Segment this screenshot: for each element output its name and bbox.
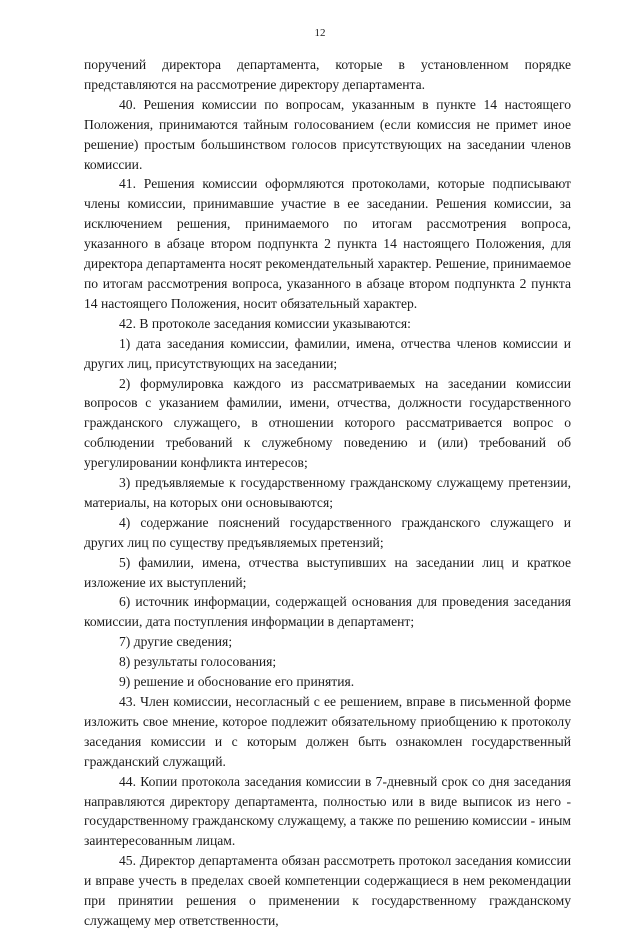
list-item-2: 2) формулировка каждого из рассматриваемых на заседании комиссии вопросов с указанием фамилии, имени, отчества, должности государственного гражданского служащего, в отношении которого рассматривается вопрос о соблюдении требований к служебному поведению и (или) требований об урегулировании конфликта интересов; <box>84 375 571 471</box>
paragraph-40: 40. Решения комиссии по вопросам, указанным в пункте 14 настоящего Положения, принимаются тайным голосованием (если комиссия не примет иное решение) простым большинством голосов присутствующих на заседании членов комиссии. <box>84 96 571 172</box>
list-item-8: 8) результаты голосования; <box>119 654 277 670</box>
list-item-1: 1) дата заседания комиссии, фамилии, имена, отчества членов комиссии и других лиц, присутствующих на заседании; <box>84 335 571 371</box>
document-body <box>84 55 571 931</box>
list-item-6: 6) источник информации, содержащей основания для проведения заседания комиссии, дата поступления информации в департамент; <box>84 594 571 630</box>
list-item-4: 4) содержание пояснений государственного гражданского служащего и других лиц по существу предъявляемых претензий; <box>84 514 571 550</box>
list-item-9: 9) решение и обоснование его принятия. <box>119 674 355 690</box>
list-item-5: 5) фамилии, имена, отчества выступивших на заседании лиц и краткое изложение их выступлений; <box>84 554 571 590</box>
paragraph-continuation: поручений директора департамента, которые в установленном порядке представляются на рассмотрение директору департамента. <box>84 57 571 92</box>
list-item-7: 7) другие сведения; <box>119 634 233 650</box>
paragraph-42: 42. В протоколе заседания комиссии указываются: <box>119 315 411 331</box>
paragraph-45: 45. Директор департамента обязан рассмотреть протокол заседания комиссии и вправе учесть в пределах своей компетенции содержащиеся в нем рекомендации при принятии решения о применении к государственному гражданскому служащему мер ответственности, <box>84 853 571 928</box>
page-number: 12 <box>314 27 326 39</box>
paragraph-43: 43. Член комиссии, несогласный с ее решением, вправе в письменной форме изложить свое мнение, которое подлежит обязательному приобщению к протоколу заседания комиссии и с которым должен быть ознакомлен государственный гражданский служащий. <box>84 694 571 769</box>
list-item-3: 3) предъявляемые к государственному гражданскому служащему претензии, материалы, на которых они основываются; <box>84 475 571 510</box>
paragraph-44: 44. Копии протокола заседания комиссии в 7-дневный срок со дня заседания направляются директору департамента, полностью или в виде выписок из него - государственному гражданскому служащему, а также по решению комиссии - иным заинтересованным лицам. <box>84 773 571 849</box>
paragraph-41: 41. Решения комиссии оформляются протоколами, которые подписывают члены комиссии, принимавшие участие в ее заседании. Решения комиссии, за исключением решения, принимаемого по итогам рассмотрения вопроса, указанного в абзаце втором подпункта 2 пункта 14 настоящего Положения, для директора департамента носят рекомендательный характер. Решение, принимаемое по итогам рассмотрения вопроса, указанного в абзаце втором подпункта 2 пункта 14 настоящего Положения, носит обязательный характер. <box>84 176 571 311</box>
